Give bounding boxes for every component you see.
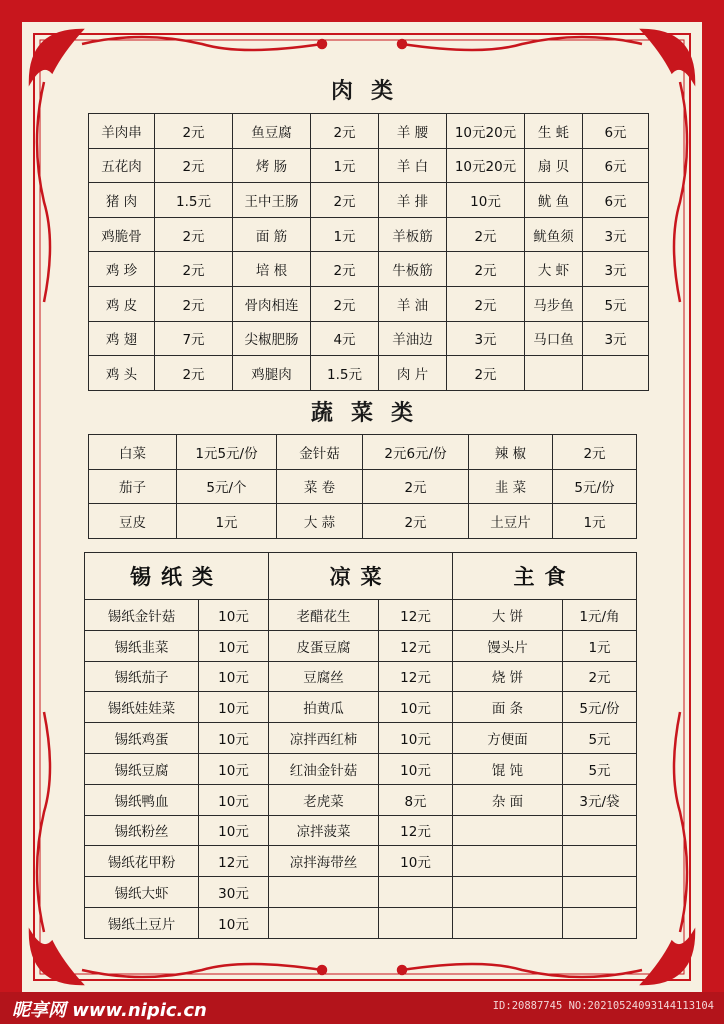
item-price: 2元 bbox=[447, 252, 525, 287]
item-price: 10元20元 bbox=[447, 148, 525, 183]
item-name: 大 虾 bbox=[525, 252, 583, 287]
item-name bbox=[525, 356, 583, 391]
item-name: 皮蛋豆腐 bbox=[269, 630, 379, 661]
veg-price-table bbox=[88, 434, 637, 539]
item-price: 2元 bbox=[311, 183, 379, 218]
item-price: 10元 bbox=[199, 600, 269, 631]
item-name: 杂 面 bbox=[453, 784, 563, 815]
item-price: 2元 bbox=[363, 469, 469, 504]
item-name: 羊板筋 bbox=[379, 217, 447, 252]
table-row bbox=[85, 630, 637, 661]
table-row bbox=[89, 469, 637, 504]
item-price: 10元 bbox=[199, 630, 269, 661]
table-row bbox=[85, 784, 637, 815]
item-price bbox=[379, 907, 453, 938]
item-price: 2元 bbox=[447, 217, 525, 252]
item-name: 红油金针菇 bbox=[269, 753, 379, 784]
item-name: 马口鱼 bbox=[525, 321, 583, 356]
item-name: 老醋花生 bbox=[269, 600, 379, 631]
item-price: 10元20元 bbox=[447, 114, 525, 149]
item-name: 扇 贝 bbox=[525, 148, 583, 183]
item-name: 菜 卷 bbox=[277, 469, 363, 504]
item-price: 1元5元/份 bbox=[177, 435, 277, 470]
table-row bbox=[89, 504, 637, 539]
item-price: 5元/个 bbox=[177, 469, 277, 504]
item-name: 土豆片 bbox=[469, 504, 553, 539]
item-name: 鱿鱼须 bbox=[525, 217, 583, 252]
item-price: 5元 bbox=[563, 723, 637, 754]
item-name: 猪 肉 bbox=[89, 183, 155, 218]
item-price: 30元 bbox=[199, 877, 269, 908]
item-price: 3元 bbox=[583, 252, 649, 287]
item-price: 12元 bbox=[379, 815, 453, 846]
table-row bbox=[89, 321, 649, 356]
item-name: 拍黄瓜 bbox=[269, 692, 379, 723]
item-price: 2元 bbox=[155, 148, 233, 183]
item-price: 3元/袋 bbox=[563, 784, 637, 815]
item-name: 大 饼 bbox=[453, 600, 563, 631]
table-row bbox=[89, 252, 649, 287]
table-row bbox=[85, 692, 637, 723]
item-name: 尖椒肥肠 bbox=[233, 321, 311, 356]
item-price: 3元 bbox=[583, 321, 649, 356]
item-price: 2元 bbox=[155, 217, 233, 252]
item-name: 五花肉 bbox=[89, 148, 155, 183]
item-price: 2元 bbox=[447, 356, 525, 391]
section-header-row bbox=[85, 553, 637, 600]
item-price: 6元 bbox=[583, 148, 649, 183]
item-price: 7元 bbox=[155, 321, 233, 356]
item-name: 馒头片 bbox=[453, 630, 563, 661]
item-name: 烤 肠 bbox=[233, 148, 311, 183]
item-price: 10元 bbox=[199, 723, 269, 754]
item-name bbox=[453, 846, 563, 877]
item-price: 1.5元 bbox=[155, 183, 233, 218]
table-row bbox=[89, 217, 649, 252]
item-name: 羊肉串 bbox=[89, 114, 155, 149]
item-name: 马步鱼 bbox=[525, 286, 583, 321]
item-name bbox=[453, 815, 563, 846]
item-name: 锡纸鸡蛋 bbox=[85, 723, 199, 754]
image-id-stamp: ID:20887745 NO:20210524093144113104 bbox=[492, 1000, 714, 1012]
item-name: 韭 菜 bbox=[469, 469, 553, 504]
item-price: 1元 bbox=[553, 504, 637, 539]
table-row bbox=[85, 815, 637, 846]
item-price: 10元 bbox=[199, 907, 269, 938]
table-row bbox=[85, 753, 637, 784]
table-row bbox=[85, 907, 637, 938]
item-price: 5元/份 bbox=[563, 692, 637, 723]
table-row bbox=[89, 114, 649, 149]
item-price: 2元 bbox=[311, 114, 379, 149]
item-price: 2元 bbox=[155, 114, 233, 149]
item-name: 羊油边 bbox=[379, 321, 447, 356]
item-name: 凉拌海带丝 bbox=[269, 846, 379, 877]
item-price: 12元 bbox=[379, 630, 453, 661]
menu-paper bbox=[22, 22, 702, 992]
item-name: 面 条 bbox=[453, 692, 563, 723]
item-name: 金针菇 bbox=[277, 435, 363, 470]
item-price: 10元 bbox=[199, 815, 269, 846]
table-row bbox=[85, 877, 637, 908]
item-name: 牛板筋 bbox=[379, 252, 447, 287]
watermark-footer bbox=[0, 992, 724, 1024]
item-price: 1元 bbox=[563, 630, 637, 661]
table-row bbox=[89, 286, 649, 321]
item-price: 10元 bbox=[379, 723, 453, 754]
item-price: 6元 bbox=[583, 114, 649, 149]
item-name: 大 蒜 bbox=[277, 504, 363, 539]
item-name: 锡纸金针菇 bbox=[85, 600, 199, 631]
item-name: 羊 腰 bbox=[379, 114, 447, 149]
item-name: 鸡 头 bbox=[89, 356, 155, 391]
table-row bbox=[85, 723, 637, 754]
item-price: 2元 bbox=[363, 504, 469, 539]
item-name: 馄 饨 bbox=[453, 753, 563, 784]
item-name: 锡纸土豆片 bbox=[85, 907, 199, 938]
item-name: 鱿 鱼 bbox=[525, 183, 583, 218]
veg-section-title: 蔬菜类 bbox=[310, 400, 431, 426]
item-name: 老虎菜 bbox=[269, 784, 379, 815]
table-row bbox=[89, 183, 649, 218]
item-name: 白菜 bbox=[89, 435, 177, 470]
item-name: 鸡 翅 bbox=[89, 321, 155, 356]
item-price: 10元 bbox=[379, 753, 453, 784]
item-price: 5元/份 bbox=[553, 469, 637, 504]
item-name: 羊 油 bbox=[379, 286, 447, 321]
item-name: 培 根 bbox=[233, 252, 311, 287]
item-price: 10元 bbox=[379, 692, 453, 723]
item-price: 1元/角 bbox=[563, 600, 637, 631]
item-price: 4元 bbox=[311, 321, 379, 356]
item-price bbox=[563, 846, 637, 877]
item-price bbox=[583, 356, 649, 391]
item-name: 烧 饼 bbox=[453, 661, 563, 692]
item-price: 2元 bbox=[155, 356, 233, 391]
item-name: 豆腐丝 bbox=[269, 661, 379, 692]
item-name: 肉 片 bbox=[379, 356, 447, 391]
item-name: 鸡 珍 bbox=[89, 252, 155, 287]
item-name: 方便面 bbox=[453, 723, 563, 754]
item-price: 1元 bbox=[177, 504, 277, 539]
item-name: 茄子 bbox=[89, 469, 177, 504]
item-name: 骨肉相连 bbox=[233, 286, 311, 321]
table-row bbox=[85, 846, 637, 877]
item-name: 辣 椒 bbox=[469, 435, 553, 470]
item-price bbox=[379, 877, 453, 908]
item-name: 鱼豆腐 bbox=[233, 114, 311, 149]
site-logo: 昵享网 www.nipic.cn bbox=[12, 1000, 207, 1021]
item-price bbox=[563, 877, 637, 908]
item-price: 6元 bbox=[583, 183, 649, 218]
item-price: 2元 bbox=[563, 661, 637, 692]
item-name: 锡纸韭菜 bbox=[85, 630, 199, 661]
table-row bbox=[85, 661, 637, 692]
item-price: 2元 bbox=[447, 286, 525, 321]
item-price: 1.5元 bbox=[311, 356, 379, 391]
item-name: 锡纸娃娃菜 bbox=[85, 692, 199, 723]
item-name: 锡纸粉丝 bbox=[85, 815, 199, 846]
item-price: 10元 bbox=[199, 784, 269, 815]
table-row bbox=[89, 356, 649, 391]
meat-price-table bbox=[88, 113, 649, 391]
item-name: 锡纸花甲粉 bbox=[85, 846, 199, 877]
item-name: 锡纸鸭血 bbox=[85, 784, 199, 815]
item-name: 鸡脆骨 bbox=[89, 217, 155, 252]
item-price: 2元 bbox=[311, 252, 379, 287]
item-name bbox=[269, 907, 379, 938]
item-price: 3元 bbox=[447, 321, 525, 356]
item-price: 1元 bbox=[311, 217, 379, 252]
item-price: 3元 bbox=[583, 217, 649, 252]
item-price: 2元 bbox=[553, 435, 637, 470]
item-name: 生 蚝 bbox=[525, 114, 583, 149]
section-header: 主食 bbox=[453, 553, 637, 600]
item-name: 豆皮 bbox=[89, 504, 177, 539]
item-price: 10元 bbox=[379, 846, 453, 877]
item-price: 2元6元/份 bbox=[363, 435, 469, 470]
item-price: 1元 bbox=[311, 148, 379, 183]
item-price bbox=[563, 815, 637, 846]
table-row bbox=[89, 435, 637, 470]
item-price: 8元 bbox=[379, 784, 453, 815]
item-name: 王中王肠 bbox=[233, 183, 311, 218]
section-header: 锡纸类 bbox=[85, 553, 269, 600]
item-price bbox=[563, 907, 637, 938]
item-price: 10元 bbox=[199, 661, 269, 692]
item-price: 10元 bbox=[199, 753, 269, 784]
item-price: 2元 bbox=[155, 252, 233, 287]
item-name: 锡纸豆腐 bbox=[85, 753, 199, 784]
item-name: 锡纸大虾 bbox=[85, 877, 199, 908]
item-name: 羊 白 bbox=[379, 148, 447, 183]
item-price: 10元 bbox=[447, 183, 525, 218]
item-price: 12元 bbox=[379, 600, 453, 631]
item-name: 锡纸茄子 bbox=[85, 661, 199, 692]
item-price: 2元 bbox=[155, 286, 233, 321]
item-price: 5元 bbox=[583, 286, 649, 321]
meat-section-title: 肉类 bbox=[330, 78, 411, 104]
item-name: 羊 排 bbox=[379, 183, 447, 218]
item-price: 12元 bbox=[199, 846, 269, 877]
foil-cold-staple-table bbox=[84, 552, 637, 939]
item-name: 鸡腿肉 bbox=[233, 356, 311, 391]
item-name: 鸡 皮 bbox=[89, 286, 155, 321]
item-price: 10元 bbox=[199, 692, 269, 723]
item-price: 12元 bbox=[379, 661, 453, 692]
item-name: 凉拌菠菜 bbox=[269, 815, 379, 846]
item-name bbox=[453, 877, 563, 908]
item-name: 面 筋 bbox=[233, 217, 311, 252]
item-price: 2元 bbox=[311, 286, 379, 321]
table-row bbox=[85, 600, 637, 631]
item-name: 凉拌西红柿 bbox=[269, 723, 379, 754]
item-name bbox=[269, 877, 379, 908]
table-row bbox=[89, 148, 649, 183]
item-price: 5元 bbox=[563, 753, 637, 784]
section-header: 凉菜 bbox=[269, 553, 453, 600]
item-name bbox=[453, 907, 563, 938]
